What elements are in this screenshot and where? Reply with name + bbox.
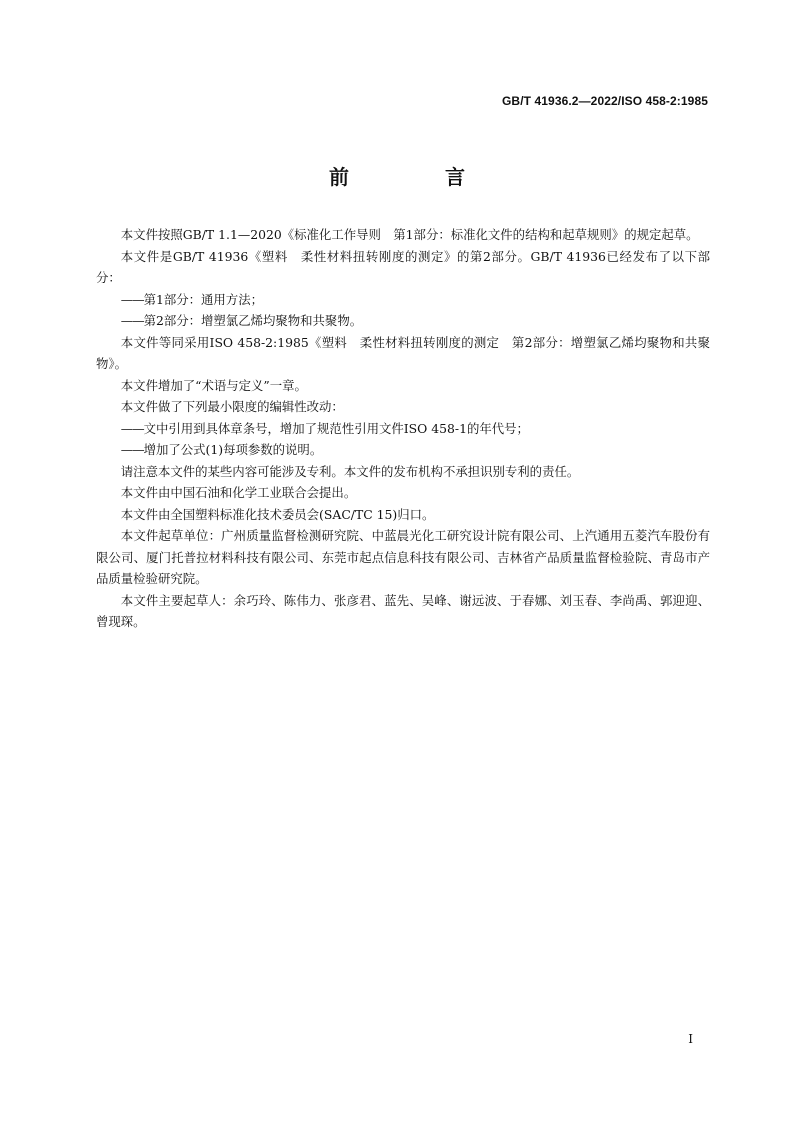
list-item [121, 310, 710, 332]
page-number: I [688, 1032, 693, 1046]
standard-code: GB/T 41936.2—2022/ISO 458-2:1985 [502, 94, 708, 108]
list-item-text: 第1部分：通用方法； [143, 291, 263, 307]
editorial-changes-list [96, 418, 710, 461]
paragraph-patent-notice: 请注意本文件的某些内容可能涉及专利。本文件的发布机构不承担识别专利的责任。 [120, 463, 580, 479]
paragraph-adoption: 本文件等同采用ISO 458-2:1985《塑料 柔性材料扭转刚度的测定 第2部分：增塑氯乙烯均聚物和共聚物》。 [96, 334, 710, 371]
paragraph-drafting-rules: 本文件按照GB/T 1.1—2020《标准化工作导则 第1部分：标准化文件的结构和起草规则》的规定起草。 [120, 227, 699, 242]
paragraph-proposed-by: 本文件由中国石油和化学工业联合会提出。 [120, 485, 357, 500]
paragraph-editorial-changes: 本文件做了下列最小限度的编辑性改动： [120, 399, 344, 414]
list-item-text: 增加了公式(1)每项参数的说明。 [143, 442, 323, 457]
paragraph-drafters: 本文件主要起草人：余巧玲、陈伟力、张彦君、蓝先、吴峰、谢远波、于春娜、刘玉春、李尚禹、郭迎迎、曾现琛。 [96, 592, 710, 629]
foreword-body [96, 224, 710, 633]
list-item-text: 文中引用到具体章条号，增加了规范性引用文件ISO 458-1的年代号； [143, 420, 529, 436]
page-title: 前 言 [329, 165, 503, 189]
paragraph-added-chapter: 本文件增加了“术语与定义”一章。 [120, 377, 307, 393]
paragraph-series-info: 本文件是GB/T 41936《塑料 柔性材料扭转刚度的测定》的第2部分。GB/T 41936已经发布了以下部分： [96, 248, 710, 285]
list-item [121, 439, 710, 461]
list-item [121, 418, 710, 440]
list-item [121, 289, 710, 311]
paragraph-under-jurisdiction: 本文件由全国塑料标准化技术委员会(SAC/TC 15)归口。 [120, 506, 435, 522]
published-parts-list [96, 289, 710, 332]
paragraph-drafting-units: 本文件起草单位：广州质量监督检测研究院、中蓝晨光化工研究设计院有限公司、上汽通用五菱汽车股份有限公司、厦门托普拉材料科技有限公司、东莞市起点信息科技有限公司、吉林省产品质量监督检验院、青岛市产品质量检验研究院。 [96, 528, 710, 586]
list-item-text: 第2部分：增塑氯乙烯均聚物和共聚物。 [143, 313, 363, 328]
